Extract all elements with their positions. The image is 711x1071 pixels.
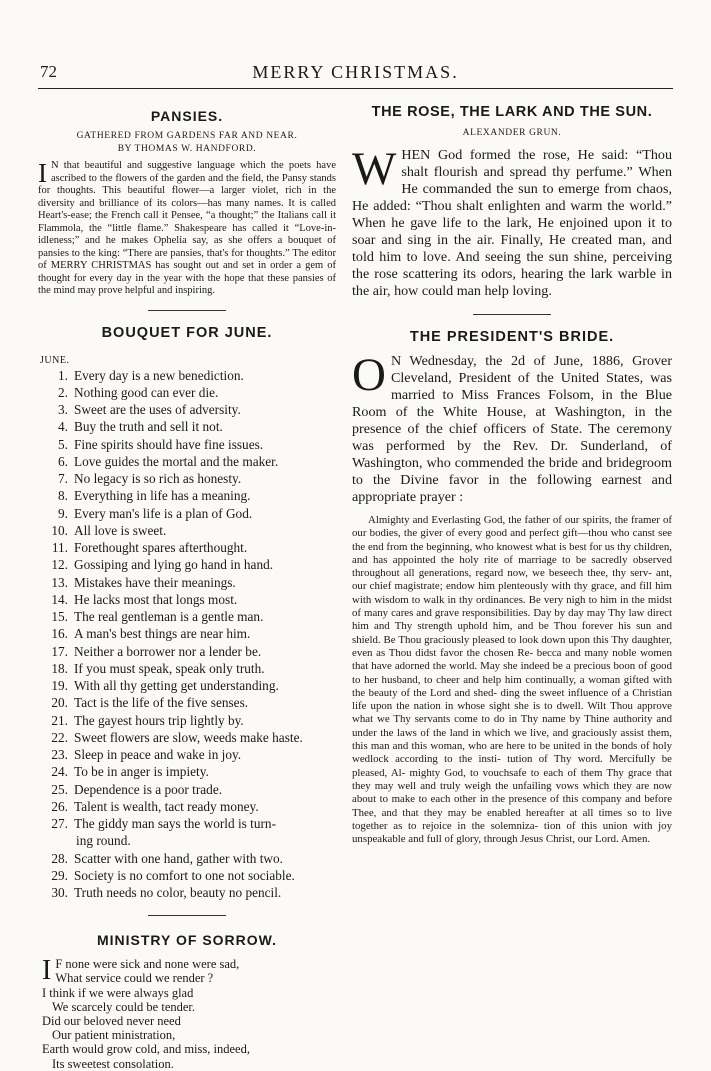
- text-line: many cares and grave responsibilities. Day by day: [364, 607, 584, 620]
- text-line: tution of Thy word. Mercifully be pleased, Al-: [352, 753, 672, 779]
- text-line: mighty God, to vouchsafe to each of them Thy grace: [409, 766, 652, 779]
- bouquet-item: [38, 746, 336, 763]
- prayer-paragraph: [352, 514, 672, 846]
- bouquet-item-number: 7.: [58, 471, 68, 486]
- bouquet-item: [38, 694, 336, 711]
- text-line: When he gave life to the lark, He enjoined: [352, 215, 609, 231]
- bride-title: THE PRESIDENT'S BRIDE.: [409, 329, 615, 345]
- text-line: Flammola, the “little flame.” Shakespeare has called it: [38, 222, 289, 234]
- ministry-article: [38, 932, 336, 1071]
- bouquet-item: [38, 487, 336, 504]
- bouquet-item-text: Gossiping and lying go hand in hand.: [74, 557, 274, 573]
- pansies-subtitle: GATHERED FROM GARDENS FAR AND NEAR.: [76, 131, 298, 141]
- bouquet-item: [38, 574, 336, 591]
- bouquet-item-text: Love guides the mortal and the maker.: [74, 453, 279, 469]
- bouquet-item-number: 2.: [58, 384, 68, 400]
- text-line: rose scattering its odors, hearing the lark: [374, 266, 613, 282]
- poem-line: F none were sick and none were sad,: [55, 957, 240, 972]
- rose-paragraph: [352, 143, 673, 300]
- text-line: tion of this union with joy unspeakable and full of: [352, 819, 673, 846]
- bouquet-item: [38, 505, 336, 522]
- bouquet-item: [38, 677, 336, 694]
- bouquet-item-number: 22.: [51, 729, 68, 745]
- rose-dropcap: W: [352, 143, 397, 195]
- bouquet-item-number: 3.: [58, 402, 68, 417]
- section-divider: [148, 915, 226, 916]
- bouquet-item-text: The real gentleman is a gentle man.: [74, 609, 264, 624]
- bouquet-item-text: All love is sweet.: [74, 522, 167, 538]
- text-line: N Wednesday, the 2d of June, 1886,: [390, 353, 624, 369]
- bouquet-item-number: 6.: [58, 453, 68, 469]
- right-column: [352, 92, 672, 846]
- rose-byline: ALEXANDER GRUN.: [462, 128, 562, 138]
- bouquet-item-number: 15.: [51, 609, 68, 624]
- bouquet-item: [38, 401, 336, 418]
- text-line: was performed by the Rev. Dr. Sunderland,: [352, 438, 648, 454]
- bouquet-item-number: 25.: [51, 781, 68, 797]
- text-line: land in which we live, and graciously assist them,: [449, 726, 672, 739]
- bouquet-item-number: 8.: [58, 488, 68, 504]
- bouquet-item-text: Sweet are the uses of adversity.: [74, 402, 241, 417]
- poem-line: We scarcely could be tender.: [52, 999, 196, 1014]
- text-line: approve what we Thy servants come to do in Thy: [352, 700, 672, 726]
- text-line: the chief officers of State. The ceremony: [425, 421, 672, 437]
- text-line: warble in the air, how could man help: [352, 266, 672, 299]
- text-line: offers a bouquet of pansies to the king: “There are: [38, 235, 337, 259]
- bouquet-item-number: 11.: [51, 540, 68, 555]
- text-line: to emerge from chaos, He added: “Thou: [352, 181, 672, 214]
- bouquet-item-text: Mistakes have their meanings.: [74, 574, 236, 590]
- text-line: Folsom, in the Blue Room of the White: [352, 387, 672, 420]
- poem-line: What service could we render ?: [55, 971, 214, 986]
- bouquet-item: [38, 556, 336, 573]
- text-line: poets have ascribed to the flowers of the garden and: [51, 160, 336, 184]
- bouquet-item-text: With all thy getting get understanding.: [74, 678, 279, 693]
- bouquet-item: [38, 470, 336, 487]
- bouquet-item-number: 4.: [58, 419, 68, 435]
- rose-title: THE ROSE, THE LARK AND THE SUN.: [371, 104, 653, 120]
- bouquet-item-number: 10.: [51, 522, 68, 538]
- bouquet-item-text: Everything in life has a meaning.: [74, 488, 251, 504]
- bouquet-item: [38, 384, 336, 401]
- bouquet-item-text: The gayest hours trip lightly by.: [74, 712, 244, 728]
- section-divider: [473, 314, 551, 315]
- bouquet-item-text: Sleep in peace and wake in joy.: [74, 747, 242, 762]
- bouquet-item-number: 12.: [51, 557, 68, 573]
- bouquet-item: [38, 712, 336, 729]
- bouquet-item-text: If you must speak, speak only truth.: [74, 660, 265, 676]
- bouquet-item: [38, 815, 336, 832]
- bouquet-item-text: Sweet flowers are slow, weeds make haste.: [74, 729, 303, 745]
- text-line: glory, through Jesus Christ, our Lord. Amen.: [456, 833, 651, 846]
- bouquet-item-number: 18.: [51, 660, 68, 676]
- text-line: perfume.” When He commanded the sun: [401, 164, 672, 197]
- bouquet-item-number: 9.: [58, 505, 68, 521]
- bouquet-item-number: 27.: [51, 816, 68, 831]
- bouquet-item-text: Tact is the life of the five senses.: [74, 695, 249, 711]
- bouquet-item-continuation: [38, 832, 336, 849]
- text-line: loving.: [512, 283, 552, 299]
- bouquet-item-text: Fine spirits should have fine issues.: [74, 436, 264, 452]
- text-line: daughter, even as Thou didst favor the chosen Re-: [352, 633, 673, 659]
- text-line: the French call it Pensee, “a thought;” the Italians call it: [95, 210, 336, 221]
- text-line: times so to live together as to rejoice in the solemniza-: [352, 806, 672, 832]
- bouquet-item: [38, 867, 336, 884]
- text-line: becca and many noble women that have adorned the: [352, 646, 672, 673]
- bouquet-item-text: ing round.: [76, 833, 131, 849]
- text-line: HEN God formed the rose, He said:: [401, 147, 629, 163]
- bouquet-item-number: 16.: [51, 626, 68, 642]
- bouquet-title: BOUQUET FOR JUNE.: [101, 324, 273, 341]
- pansies-article: [38, 108, 336, 298]
- bride-article: [352, 329, 672, 846]
- text-line: And seeing the sun shine, perceiving the: [352, 249, 672, 282]
- pansies-body: [38, 160, 336, 298]
- text-line: woman gifted with the beauty of the Lord and shed-: [352, 673, 672, 699]
- text-line: from the beginning, who knowest what is best for: [386, 540, 602, 553]
- text-line: Thee, and that they may be enabled hereafter at all: [352, 806, 594, 819]
- poem-line: Earth would grow cold, and miss, indeed,: [42, 1042, 250, 1057]
- text-line: thought for every day in the year with the hope that these: [38, 272, 290, 284]
- text-line: spirits, the framer of our bodies, the giver of every: [352, 514, 673, 540]
- text-line: United States, was married to Miss Frances: [390, 370, 672, 403]
- bouquet-item-number: 13.: [51, 574, 68, 590]
- text-line: to her husband, to cheer and help him continually, a: [352, 673, 585, 686]
- bouquet-item: [38, 436, 336, 453]
- bouquet-month: JUNE.: [40, 354, 70, 366]
- bouquet-item: [38, 660, 336, 677]
- pansies-title: PANSIES.: [150, 108, 224, 124]
- bouquet-item-number: 23.: [51, 747, 68, 762]
- header-rule: [38, 88, 673, 89]
- bouquet-item-number: 19.: [51, 678, 68, 693]
- bouquet-item-text: The giddy man says the world is turn-: [74, 816, 277, 831]
- bouquet-item-number: 29.: [51, 867, 68, 883]
- text-line: shalt enlighten and warm the world.”: [456, 198, 672, 214]
- bouquet-item: [38, 539, 336, 556]
- bouquet-item-number: 21.: [51, 712, 68, 728]
- text-line: in the bonds of holy wedlock according to the insti-: [352, 740, 673, 766]
- running-title: MERRY CHRISTMAS.: [252, 62, 459, 82]
- text-line: name by Thine authority and under the laws of the: [352, 713, 672, 739]
- poem-line: Our patient ministration,: [52, 1028, 176, 1043]
- ministry-title: MINISTRY OF SORROW.: [96, 932, 277, 949]
- text-line: “Thou shalt flourish and spread thy: [401, 147, 672, 180]
- text-line: generations, regard now, we beseech thee, thy serv-: [418, 567, 652, 580]
- bouquet-item: [38, 781, 336, 798]
- bouquet-item: [38, 729, 336, 746]
- text-line: marriage to be sacredly observed throughout all: [352, 553, 672, 580]
- bouquet-item-text: Nothing good can ever die.: [74, 384, 219, 400]
- bouquet-list: [38, 367, 336, 902]
- text-line: thy ordinances. Be very nigh to him in the midst of: [352, 593, 672, 620]
- bouquet-item-number: 28.: [51, 850, 68, 866]
- bride-body: [352, 349, 673, 506]
- bouquet-item: [38, 625, 336, 642]
- text-line: ding the sweet influence of a Christian life upon the: [352, 686, 672, 713]
- poem-line: Its sweetest consolation.: [52, 1056, 174, 1071]
- bouquet-item-text: Buy the truth and sell it not.: [74, 419, 223, 435]
- bouquet-item-text: Scatter with one hand, gather with two.: [74, 850, 284, 866]
- text-line: pansies of the mind may prove helpful and inspiring.: [38, 272, 336, 296]
- bouquet-item: [38, 367, 336, 384]
- pansies-paragraph: [38, 160, 336, 298]
- bouquet-item: [38, 763, 336, 780]
- bouquet-item-text: Dependence is a poor trade.: [74, 781, 223, 797]
- bouquet-item-text: Every day is a new benediction.: [74, 367, 244, 383]
- poem-line: I think if we were always glad: [42, 985, 194, 1000]
- bouquet-item-text: A man's best things are near him.: [74, 626, 251, 642]
- text-line: with thy grace, and fill him with wisdom to walk in: [352, 580, 672, 606]
- text-line: of Washington, who commended the bride: [352, 438, 672, 471]
- page-number: 72: [40, 62, 57, 81]
- bouquet-item-text: No legacy is so rich as honesty.: [74, 471, 242, 486]
- bouquet-item-text: Neither a borrower nor a lender be.: [74, 643, 262, 659]
- text-line: vows which they are now about to make to each: [352, 779, 672, 806]
- bouquet-item: [38, 798, 336, 815]
- text-line: good and perfect gift—thou who canst see the end: [352, 527, 672, 553]
- bouquet-item: [38, 608, 336, 625]
- text-line: and bridegroom to the Divine favor in the: [352, 455, 672, 488]
- text-line: may Thy law direct him and Thy strength uphold: [352, 607, 672, 633]
- text-line: following earnest and appropriate prayer :: [352, 472, 672, 505]
- bouquet-item: [38, 591, 336, 608]
- bouquet-item-text: Forethought spares afterthought.: [74, 540, 248, 555]
- bouquet-item-number: 5.: [58, 436, 68, 452]
- bouquet-item-number: 24.: [51, 764, 68, 780]
- bouquet-item-text: Every man's life is a plan of God.: [74, 505, 253, 521]
- text-line: CHRISTMAS has sought out and set in order a gem of: [91, 260, 336, 271]
- poem-line: Did our beloved never need: [42, 1014, 181, 1029]
- text-line: He created man, and told him to love.: [352, 232, 672, 265]
- text-line: other in the presence of this company and before: [454, 793, 673, 806]
- bouquet-item: [38, 884, 336, 901]
- bouquet-item-text: Society is no comfort to one not sociable.: [74, 867, 295, 883]
- bouquet-item-number: 17.: [51, 643, 68, 659]
- text-line: Grover Cleveland, President of the: [390, 353, 673, 386]
- bouquet-item-text: To be in anger is impiety.: [74, 764, 209, 780]
- text-line: ant, our chief magistrate; endow him plenteously: [352, 567, 672, 593]
- text-line: of its colors—has many names. It is called Heart's-ease;: [38, 197, 336, 221]
- ministry-dropcap: I: [42, 955, 52, 987]
- text-line: pansies, that's for thoughts.” The editor of MERRY: [38, 247, 337, 271]
- text-line: flower—a larger violet, rich in the diversity and brilliance: [38, 185, 336, 209]
- bouquet-article: [38, 325, 336, 902]
- bouquet-item: [38, 418, 336, 435]
- text-line: nation in whose sight she is to dwell. Wilt Thou: [413, 700, 633, 713]
- pansies-byline: BY THOMAS W. HANDFORD.: [117, 144, 257, 154]
- text-line: Thou graciously pleased to look down upon this Thy: [398, 633, 629, 646]
- bouquet-item: [38, 522, 336, 539]
- bride-paragraph: [352, 349, 673, 506]
- text-line: “Love-in-idleness;” and he makes Ophelia say, as she: [38, 222, 337, 246]
- bouquet-item: [38, 850, 336, 867]
- text-line: this man and this woman, who are here to be united: [352, 740, 581, 753]
- text-line: the field, the Pansy stands for thoughts. This beautiful: [38, 172, 336, 196]
- bouquet-item-number: 20.: [51, 695, 68, 711]
- text-line: him, and be Thou forever his sun and shield. Be: [352, 620, 673, 646]
- text-line: House, at Washington, in the presence of: [352, 404, 672, 437]
- bouquet-item-text: Talent is wealth, tact ready money.: [74, 798, 259, 814]
- rose-body: [352, 143, 673, 300]
- left-column: [38, 92, 336, 1071]
- bride-dropcap: O: [352, 349, 386, 401]
- bouquet-item-number: 14.: [51, 591, 68, 607]
- bouquet-item-text: He lacks most that longs most.: [74, 591, 238, 607]
- text-line: us thy children, and has appointed the holy rite of: [352, 540, 672, 566]
- section-divider: [148, 310, 226, 311]
- pansies-dropcap: I: [38, 158, 47, 188]
- ministry-poem: [42, 957, 336, 1071]
- bouquet-item: [38, 453, 336, 470]
- bouquet-item-number: 26.: [51, 798, 68, 814]
- bouquet-item-number: 1.: [58, 367, 68, 383]
- rose-article: [352, 104, 672, 300]
- text-line: that they may well and truly weigh the unfailing: [352, 766, 672, 792]
- bouquet-item: [38, 643, 336, 660]
- text-line: Almighty and Everlasting God, the father of our: [368, 514, 580, 526]
- text-line: upon it to soar and sing in the air. Finally,: [352, 215, 673, 248]
- bouquet-item-text: Truth needs no color, beauty no pencil.: [74, 885, 282, 900]
- bouquet-item-number: 30.: [51, 885, 68, 900]
- text-line: world. May she indeed be a precious boon of good: [449, 660, 672, 673]
- text-line: N that beautiful and suggestive language which the: [51, 160, 284, 171]
